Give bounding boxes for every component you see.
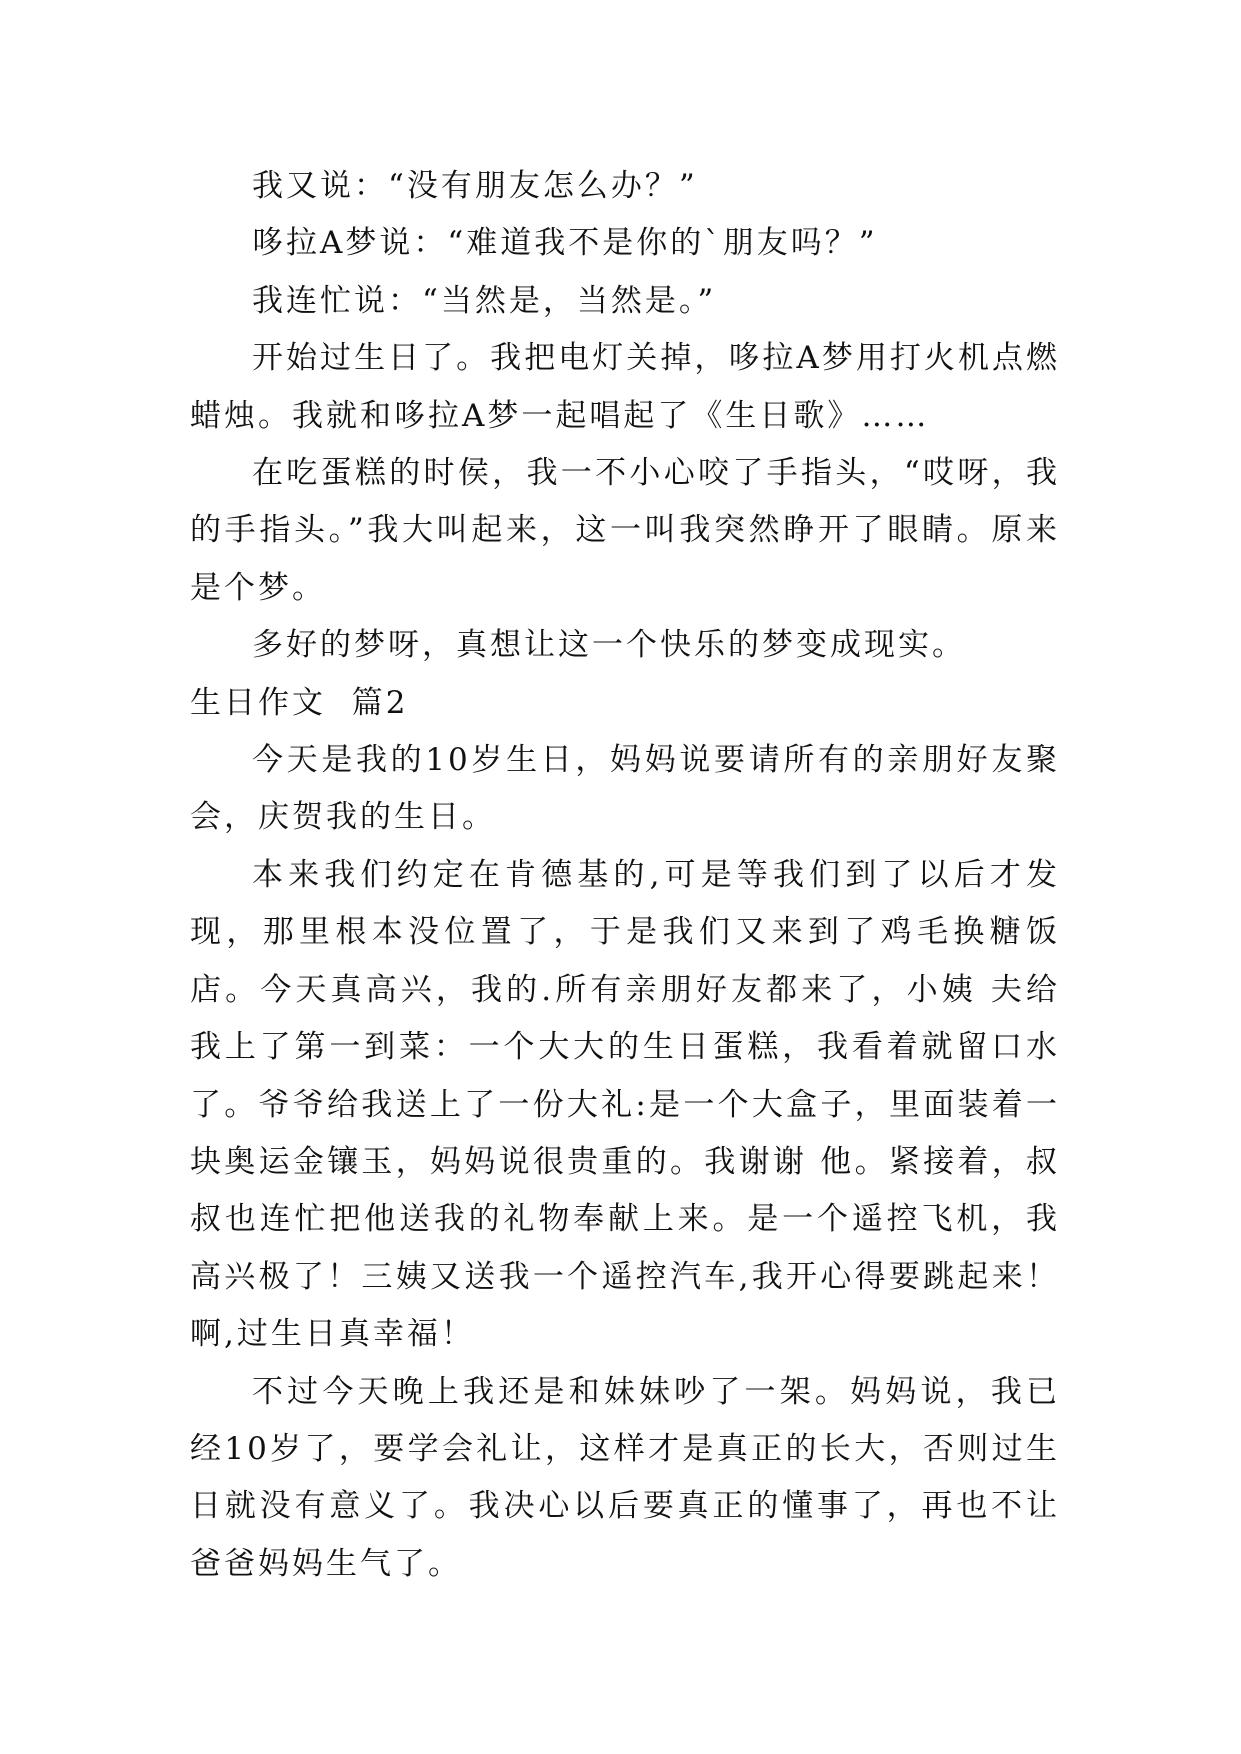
paragraph: 不过今天晚上我还是和妹妹吵了一架。妈妈说，我已经10岁了，要学会礼让，这样才是真正的长大，否则过生日就没有意义了。我决心以后要真正的懂事了，再也不让爸爸妈妈生气了。 bbox=[190, 1373, 1060, 1582]
section-heading: 生日作文 篇2 bbox=[190, 684, 409, 721]
paragraph: 本来我们约定在肯德基的,可是等我们到了以后才发现，那里根本没位置了，于是我们又来到了鸡毛换糖饭店。今天真高兴，我的.所有亲朋好友都来了，小姨 夫给我上了第一到菜：一个大大的生日蛋糕，我看着就留口水了。爷爷给我送上了一份大礼:是一个大盒子，里面装着一块奥运金镶玉，妈妈说很贵重的。我谢谢 他。紧接着，叔叔也连忙把他送我的礼物奉献上来。是一个遥控飞机，我高兴极了！三姨又送我一个遥控汽车,我开心得要跳起来！啊,过生日真幸福！ bbox=[190, 856, 1060, 1353]
paragraph: 开始过生日了。我把电灯关掉，哆拉A梦用打火机点燃蜡烛。我就和哆拉A梦一起唱起了《生日歌》…… bbox=[190, 340, 1060, 434]
paragraph: 我又说：“没有朋友怎么办？” bbox=[252, 168, 698, 204]
paragraph: 哆拉A梦说：“难道我不是你的`朋友吗？” bbox=[252, 225, 878, 262]
paragraph: 今天是我的10岁生日，妈妈说要请所有的亲朋好友聚会，庆贺我的生日。 bbox=[190, 742, 1060, 836]
paragraph: 我连忙说：“当然是，当然是。” bbox=[252, 282, 717, 319]
paragraph: 多好的梦呀，真想让这一个快乐的梦变成现实。 bbox=[252, 627, 966, 664]
paragraph: 在吃蛋糕的时侯，我一不小心咬了手指头，“哎呀，我的手指头。”我大叫起来，这一叫我突然睁开了眼睛。原来是个梦。 bbox=[190, 455, 1060, 606]
document-body bbox=[190, 158, 1060, 1593]
